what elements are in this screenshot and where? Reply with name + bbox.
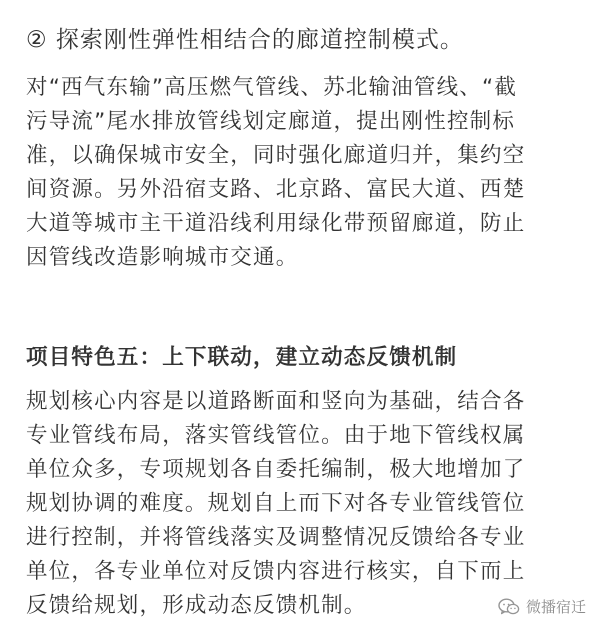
watermark-text: 微播宿迁 [525, 598, 586, 616]
paragraph-corridor-control: 对“西气东输”高压燃气管线、苏北输油管线、“截 污导流”尾水排放管线划定廊道，提出刚性控制标 准，以确保城市安全，同时强化廊道归并，集约空 间资源。另外沿宿支路、北京路、富民大道、西楚 大道等城市主干道沿线利用绿化带预留廊道，防止 因管线改造影响城市交通。 [26, 75, 526, 270]
watermark [498, 596, 586, 617]
wechat-icon [498, 598, 520, 616]
feature-heading: 项目特色五：上下联动，建立动态反馈机制 [26, 345, 458, 370]
section-subtitle: ② 探索刚性弹性相结合的廊道控制模式。 [26, 27, 464, 53]
paragraph-feedback-mechanism: 规划核心内容是以道路断面和竖向为基础，结合各 专业管线布局，落实管线管位。由于地下管线权属 单位众多，专项规划各自委托编制，极大地增加了 规划协调的难度。规划自上而下对各专业管线管位 进行控制，并将管线落实及调整情况反馈给各专业 单位，各专业单位对反馈内容进行核实，自下而上 反馈给规划，形成动态反馈机制。 [26, 389, 526, 618]
